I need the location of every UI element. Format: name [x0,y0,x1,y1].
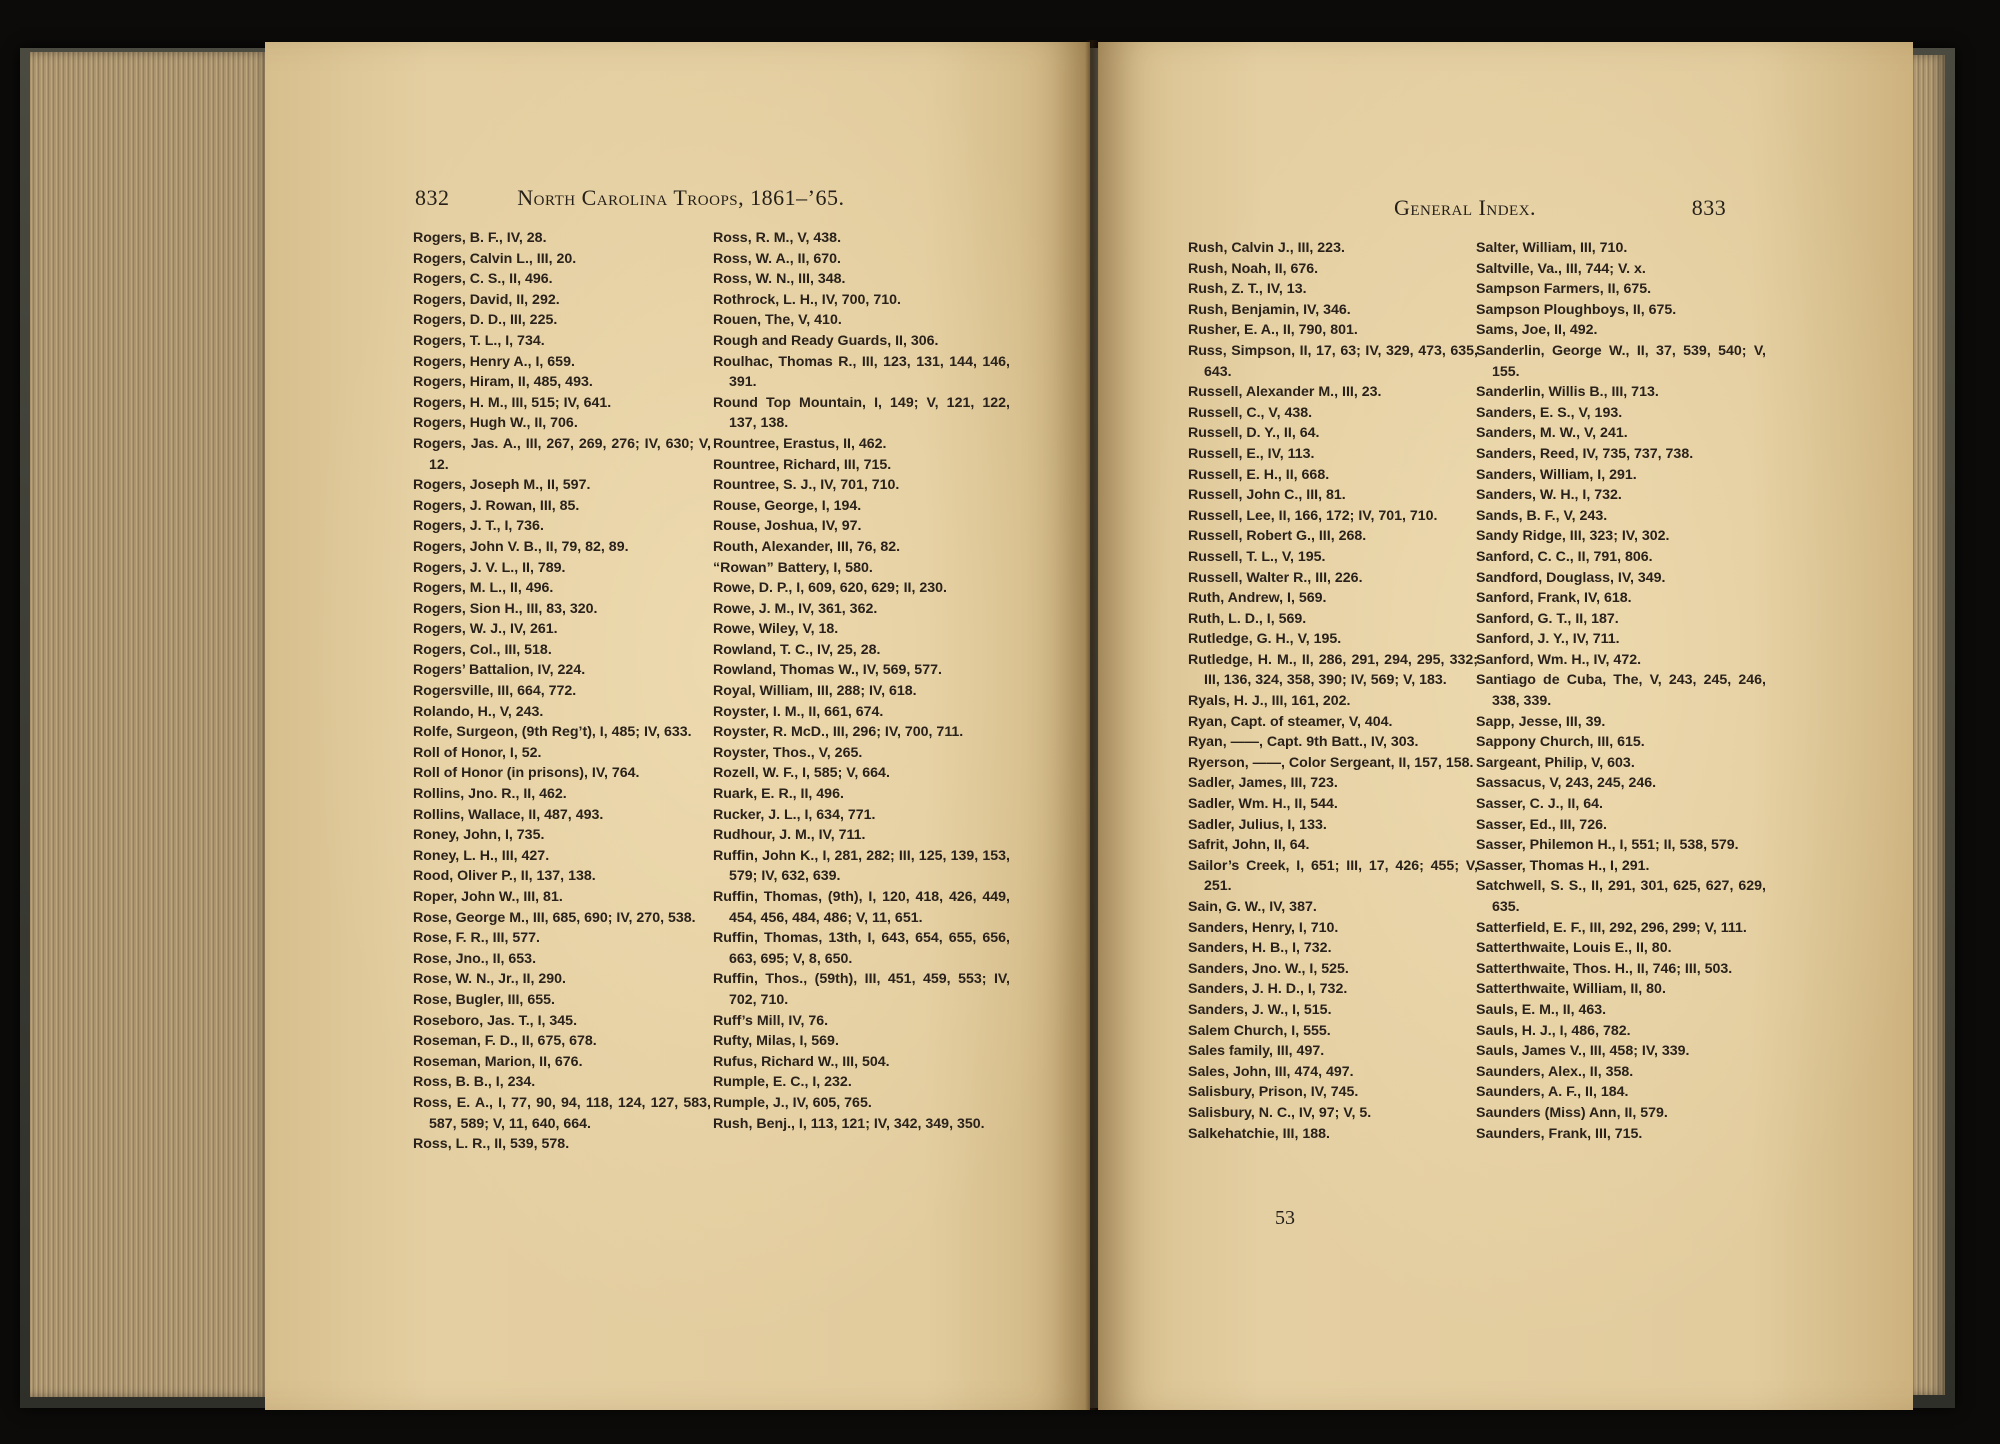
index-entry: Sappony Church, III, 615. [1476,734,1645,751]
index-entry: Sanford, Wm. H., IV, 472. [1476,651,1642,668]
index-entry: Sands, B. F., V, 243. [1476,507,1608,524]
index-entry: Royster, Thos., V, 265. [713,744,863,761]
index-entry: Satterthwaite, Thos. H., II, 746; III, 503. [1476,960,1733,977]
index-entry: Saunders, A. F., II, 184. [1476,1084,1629,1101]
index-entry: Sadler, James, III, 723. [1188,775,1338,792]
index-entry: Sauls, James V., III, 458; IV, 339. [1476,1043,1690,1060]
index-entry: Rowe, D. P., I, 609, 620, 629; II, 230. [713,580,947,597]
index-entry: Rogers, Sion H., III, 83, 320. [413,600,598,617]
index-entry: “Rowan” Battery, I, 580. [713,559,873,576]
left-page [265,42,1090,1410]
index-entry: Sain, G. W., IV, 387. [1188,899,1317,915]
index-entry: Sailor’s Creek, I, 651; III, 17, 426; 455; V, 251. [1188,857,1478,895]
index-entry: Ross, L. R., II, 539, 578. [413,1136,570,1153]
index-entry: Sanders, J. W., I, 515. [1188,1001,1332,1018]
index-entry: Royster, I. M., II, 661, 674. [713,703,884,720]
index-entry: Roper, John W., III, 81. [413,889,563,905]
index-entry: Rogers, W. J., IV, 261. [413,621,558,638]
index-entry: Rucker, J. L., I, 634, 771. [713,806,876,823]
index-entry: Rollins, Wallace, II, 487, 493. [413,806,604,823]
index-entry: Sadler, Julius, I, 133. [1188,816,1327,833]
index-entry: Satterthwaite, William, II, 80. [1476,981,1666,998]
index-entry: Ross, W. A., II, 670. [713,250,841,267]
index-entry: Ruffin, John K., I, 281, 282; III, 125, 139, 153, 579; IV, 632, 639. [713,847,1010,885]
index-entry: Sanford, Frank, IV, 618. [1476,590,1632,607]
index-entry: Sadler, Wm. H., II, 544. [1188,796,1338,813]
index-entry: Sanford, J. Y., IV, 711. [1476,631,1620,648]
index-entry: Rose, George M., III, 685, 690; IV, 270, 538. [413,909,696,926]
index-entry: Sams, Joe, II, 492. [1476,322,1598,339]
index-entry: Sales, John, III, 474, 497. [1188,1063,1354,1080]
index-entry: Sanders, J. H. D., I, 732. [1188,981,1348,998]
index-entry: Russell, D. Y., II, 64. [1188,425,1320,442]
index-entry: Rollins, Jno. R., II, 462. [413,786,567,803]
index-entry: Rudhour, J. M., IV, 711. [713,827,866,844]
index-entry: Rogers, Joseph M., II, 597. [413,477,591,494]
index-entry: Roney, John, I, 735. [413,827,545,844]
index-entry: Sampson Ploughboys, II, 675. [1476,301,1677,318]
index-entry: Rufty, Milas, I, 569. [713,1033,839,1050]
index-entry: Russell, Robert G., III, 268. [1188,528,1367,545]
index-entry: Rozell, W. F., I, 585; V, 664. [713,765,890,782]
index-entry: Sassacus, V, 243, 245, 246. [1476,775,1657,792]
index-entry: Rogers, J. V. L., II, 789. [413,559,566,576]
index-entry: Routh, Alexander, III, 76, 82. [713,538,901,555]
index-entry: Sasser, Thomas H., I, 291. [1476,857,1650,874]
right-page-header [1394,195,1726,221]
left-index-column-2 [713,228,1010,1134]
index-entry: Roseboro, Jas. T., I, 345. [413,1012,578,1029]
right-running-head: General Index. [1394,195,1537,220]
index-entry: Rogers, Henry A., I, 659. [413,353,575,370]
index-entry: Roseman, Marion, II, 676. [413,1053,583,1070]
page-edges-left [30,52,270,1397]
index-entry: Rogers, D. D., III, 225. [413,312,558,329]
index-entry: Rogers, Hiram, II, 485, 493. [413,374,593,391]
index-entry: Russ, Simpson, II, 17, 63; IV, 329, 473, 635, 643. [1188,342,1478,380]
index-entry: Rogers, J. Rowan, III, 85. [413,497,580,514]
index-entry: Saltville, Va., III, 744; V. x. [1476,260,1646,277]
index-entry: Sasser, Philemon H., I, 551; II, 538, 579. [1476,837,1739,854]
index-entry: Salkehatchie, III, 188. [1188,1125,1330,1142]
index-entry: Sanders, Jno. W., I, 525. [1188,960,1349,977]
index-entry: Sauls, H. J., I, 486, 782. [1476,1022,1631,1039]
index-entry: Russell, Alexander M., III, 23. [1188,384,1382,401]
left-index-column-1 [413,228,711,1155]
index-entry: Ruffin, Thomas, 13th, I, 643, 654, 655, 656, 663, 695; V, 8, 650. [713,930,1010,967]
index-entry: Sanderlin, George W., II, 37, 539, 540; V, 155. [1476,342,1766,380]
index-entry: Rowland, T. C., IV, 25, 28. [713,641,881,658]
index-entry: Ryals, H. J., III, 161, 202. [1188,693,1351,710]
index-entry: Roll of Honor (in prisons), IV, 764. [413,765,640,782]
index-entry: Rogers, Jas. A., III, 267, 269, 276; IV, 630; V, 12. [413,435,711,473]
index-entry: Rouse, George, I, 194. [713,497,862,514]
index-entry: Sanford, G. T., II, 187. [1476,610,1619,627]
index-entry: Rogers, David, II, 292. [413,291,560,308]
index-entry: Roney, L. H., III, 427. [413,847,550,864]
index-entry: Salem Church, I, 555. [1188,1022,1331,1039]
index-entry: Rush, Z. T., IV, 13. [1188,281,1307,298]
index-entry: Rogers, Hugh W., II, 706. [413,415,578,432]
index-entry: Sanders, W. H., I, 732. [1476,487,1622,504]
index-entry: Rogers, C. S., II, 496. [413,271,553,288]
index-entry: Ruark, E. R., II, 496. [713,786,844,803]
index-entry: Sanders, William, I, 291. [1476,466,1637,483]
book-gutter [1085,40,1099,1410]
index-entry: Rush, Calvin J., III, 223. [1188,240,1345,256]
index-entry: Salisbury, Prison, IV, 745. [1188,1084,1359,1101]
index-entry: Rowe, J. M., IV, 361, 362. [713,600,878,617]
index-entry: Ruth, L. D., I, 569. [1188,610,1307,627]
index-entry: Ross, B. B., I, 234. [413,1074,536,1091]
index-entry: Rogers, M. L., II, 496. [413,580,554,597]
index-entry: Sanders, Reed, IV, 735, 737, 738. [1476,445,1694,462]
index-entry: Rothrock, L. H., IV, 700, 710. [713,291,901,308]
index-entry: Ryan, Capt. of steamer, V, 404. [1188,713,1393,730]
index-entry: Rogers, J. T., I, 736. [413,518,544,535]
index-entry: Rouse, Joshua, IV, 97. [713,518,862,535]
index-entry: Rusher, E. A., II, 790, 801. [1188,322,1358,339]
index-entry: Russell, C., V, 438. [1188,404,1313,421]
index-entry: Russell, T. L., V, 195. [1188,548,1326,565]
index-entry: Rogers, T. L., I, 734. [413,332,545,349]
index-entry: Santiago de Cuba, The, V, 243, 245, 246, 338, 339. [1476,672,1766,710]
index-entry: Sandy Ridge, III, 323; IV, 302. [1476,528,1670,545]
index-entry: Royal, William, III, 288; IV, 618. [713,683,917,700]
index-entry: Rolfe, Surgeon, (9th Reg’t), I, 485; IV, 633. [413,724,692,741]
index-entry: Rose, Jno., II, 653. [413,950,537,967]
index-entry: Rountree, S. J., IV, 701, 710. [713,477,900,494]
index-entry: Rouen, The, V, 410. [713,312,842,329]
index-entry: Rountree, Erastus, II, 462. [713,435,887,452]
index-entry: Rose, Bugler, III, 655. [413,991,555,1008]
index-entry: Roll of Honor, I, 52. [413,744,542,761]
index-entry: Sanders, E. S., V, 193. [1476,404,1623,421]
index-entry: Russell, E. H., II, 668. [1188,466,1330,483]
index-entry: Sauls, E. M., II, 463. [1476,1001,1607,1018]
index-entry: Salter, William, III, 710. [1476,240,1628,256]
index-entry: Rush, Benjamin, IV, 346. [1188,301,1351,318]
index-entry: Sanderlin, Willis B., III, 713. [1476,384,1659,401]
left-page-header [415,185,844,211]
index-entry: Roulhac, Thomas R., III, 123, 131, 144, 146, 391. [713,353,1010,391]
index-entry: Russell, Walter R., III, 226. [1188,569,1363,586]
index-entry: Ruffin, Thos., (59th), III, 451, 459, 553; IV, 702, 710. [713,971,1010,1008]
index-entry: Saunders, Alex., II, 358. [1476,1063,1634,1080]
right-index-column-1 [1188,238,1478,1144]
index-entry: Rogers, Col., III, 518. [413,641,552,658]
index-entry: Rufus, Richard W., III, 504. [713,1053,890,1070]
index-entry: Rumple, J., IV, 605, 765. [713,1094,872,1111]
index-entry: Sanders, M. W., V, 241. [1476,425,1628,442]
index-entry: Ross, W. N., III, 348. [713,271,846,288]
index-entry: Rough and Ready Guards, II, 306. [713,332,939,349]
index-entry: Rutledge, G. H., V, 195. [1188,631,1342,648]
index-entry: Saunders (Miss) Ann, II, 579. [1476,1104,1668,1121]
index-entry: Sasser, Ed., III, 726. [1476,816,1607,833]
right-index-column-2 [1476,238,1766,1144]
index-entry: Safrit, John, II, 64. [1188,837,1310,854]
index-entry: Sapp, Jesse, III, 39. [1476,713,1606,730]
index-entry: Sanford, C. C., II, 791, 806. [1476,548,1653,565]
index-entry: Salisbury, N. C., IV, 97; V, 5. [1188,1104,1372,1121]
index-entry: Rogers, H. M., III, 515; IV, 641. [413,394,612,411]
index-entry: Ruffin, Thomas, (9th), I, 120, 418, 426, 449, 454, 456, 484, 486; V, 11, 651. [713,889,1010,926]
index-entry: Rogers, Calvin L., III, 20. [413,250,577,267]
index-entry: Rutledge, H. M., II, 286, 291, 294, 295, 332; III, 136, 324, 358, 390; IV, 569; V, 183. [1188,651,1478,689]
right-page [1098,42,1913,1410]
index-entry: Satterthwaite, Louis E., II, 80. [1476,940,1672,957]
index-entry: Sargeant, Philip, V, 603. [1476,754,1635,771]
index-entry: Rose, F. R., III, 577. [413,930,540,947]
index-entry: Sasser, C. J., II, 64. [1476,796,1603,813]
index-entry: Rogers, John V. B., II, 79, 82, 89. [413,538,629,555]
index-entry: Saunders, Frank, III, 715. [1476,1125,1643,1142]
index-entry: Rush, Benj., I, 113, 121; IV, 342, 349, 350. [713,1115,985,1132]
index-entry: Rood, Oliver P., II, 137, 138. [413,868,596,885]
index-entry: Rogers, B. F., IV, 28. [413,230,547,246]
index-entry: Ryan, ——, Capt. 9th Batt., IV, 303. [1188,734,1419,751]
index-entry: Rolando, H., V, 243. [413,703,544,720]
left-page-number: 832 [415,185,450,210]
index-entry: Russell, Lee, II, 166, 172; IV, 701, 710. [1188,507,1438,524]
index-entry: Rush, Noah, II, 676. [1188,260,1319,277]
index-entry: Ross, E. A., I, 77, 90, 94, 118, 124, 127, 583, 587, 589; V, 11, 640, 664. [413,1094,711,1132]
index-entry: Ross, R. M., V, 438. [713,230,842,246]
index-entry: Russell, John C., III, 81. [1188,487,1346,504]
index-entry: Sampson Farmers, II, 675. [1476,281,1652,298]
right-page-number: 833 [1691,195,1727,220]
index-entry: Ryerson, ——, Color Sergeant, II, 157, 158. [1188,754,1474,771]
index-entry: Sandford, Douglass, IV, 349. [1476,569,1666,586]
index-entry: Russell, E., IV, 113. [1188,445,1315,462]
index-entry: Royster, R. McD., III, 296; IV, 700, 711. [713,724,964,741]
index-entry: Satterfield, E. F., III, 292, 296, 299; V, 111. [1476,919,1747,936]
index-entry: Rogers’ Battalion, IV, 224. [413,662,586,679]
index-entry: Rowland, Thomas W., IV, 569, 577. [713,662,942,679]
index-entry: Rose, W. N., Jr., II, 290. [413,971,566,988]
index-entry: Rogersville, III, 664, 772. [413,683,577,700]
index-entry: Ruff’s Mill, IV, 76. [713,1012,829,1029]
index-entry: Sanders, Henry, I, 710. [1188,919,1339,936]
index-entry: Rowe, Wiley, V, 18. [713,621,839,638]
index-entry: Satchwell, S. S., II, 291, 301, 625, 627, 629, 635. [1476,878,1766,915]
index-entry: Rumple, E. C., I, 232. [713,1074,852,1091]
index-entry: Ruth, Andrew, I, 569. [1188,590,1327,607]
index-entry: Roseman, F. D., II, 675, 678. [413,1033,597,1050]
index-entry: Round Top Mountain, I, 149; V, 121, 122, 137, 138. [713,394,1010,432]
index-entry: Sanders, H. B., I, 732. [1188,940,1332,957]
index-entry: Rountree, Richard, III, 715. [713,456,892,473]
left-running-head: North Carolina Troops, 1861–’65. [517,185,845,210]
index-entry: Sales family, III, 497. [1188,1043,1325,1060]
signature-mark: 53 [1275,1207,1295,1229]
